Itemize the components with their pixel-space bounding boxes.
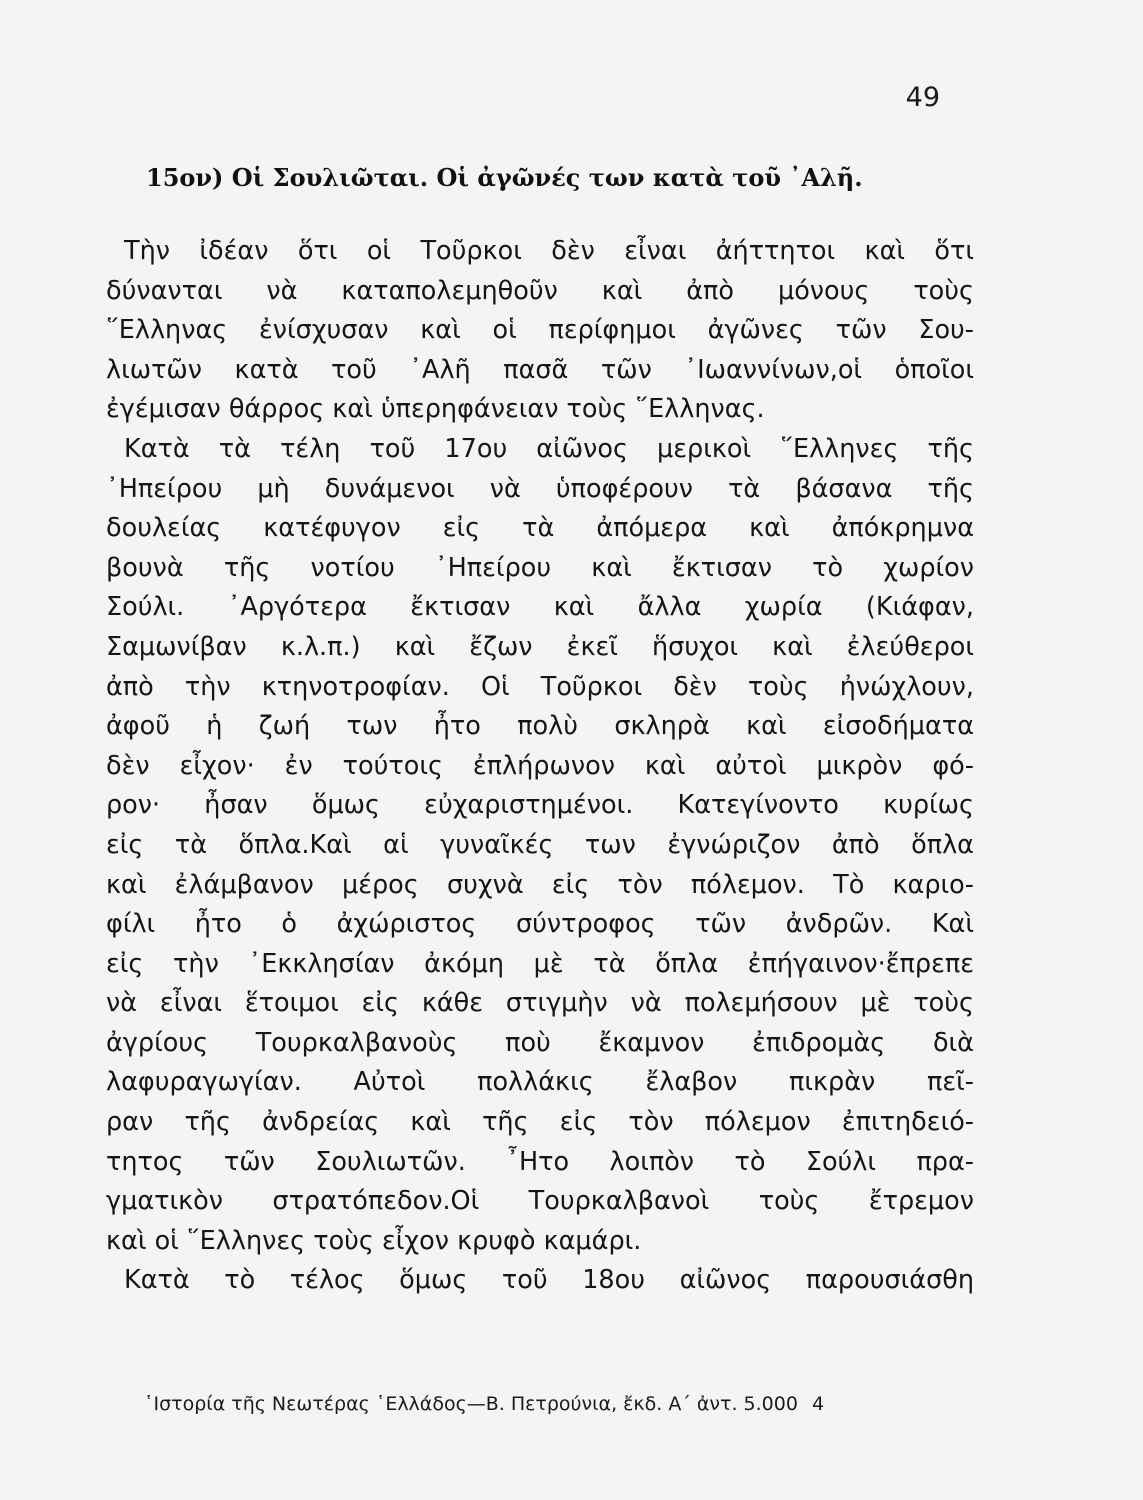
text-line: δὲν εἶχον· ἐν τούτοις ἐπλήρωνον καὶ αὐτοὶ μικρὸν φό-: [106, 750, 974, 781]
text-line: λιωτῶν κατὰ τοῦ ᾿Αλῆ πασᾶ τῶν ᾿Ιωαννίνων,οἱ ὁποῖοι: [106, 354, 974, 385]
text-line: ἀπὸ τὴν κτηνοτροφίαν. Οἱ Τοῦρκοι δὲν τοὺς ἠνώχλουν,: [106, 671, 974, 702]
text-line: ἀγρίους Τουρκαλβανοὺς ποὺ ἔκαμνον ἐπιδρομὰς διὰ: [106, 1027, 974, 1058]
text-line: εἰς τὰ ὅπλα.Καὶ αἱ γυναῖκές των ἐγνώριζον ἀπὸ ὅπλα: [106, 829, 974, 860]
text-line: καὶ οἱ ῞Ελληνες τοὺς εἶχον κρυφὸ καμάρι.: [106, 1225, 642, 1256]
text-line: καὶ ἐλάμβανον μέρος συχνὰ εἰς τὸν πόλεμον. Τὸ καριο-: [106, 869, 974, 900]
text-line: τητος τῶν Σουλιωτῶν. ῏Ητο λοιπὸν τὸ Σούλι πρα-: [106, 1146, 974, 1177]
text-line: νὰ εἶναι ἕτοιμοι εἰς κάθε στιγμὴν νὰ πολεμήσουν μὲ τοὺς: [106, 988, 974, 1019]
text-line: λαφυραγωγίαν. Αὐτοὶ πολλάκις ἔλαβον πικρὰν πεῖ-: [106, 1067, 974, 1098]
text-line: ἐγέμισαν θάρρος καὶ ὑπερηφάνειαν τοὺς ῞Ελληνας.: [106, 394, 765, 425]
text-line: Σαμωνίβαν κ.λ.π.) καὶ ἔζων ἐκεῖ ἥσυχοι καὶ ἐλεύθεροι: [106, 631, 974, 662]
text-line: Κατὰ τὸ τέλος ὅμως τοῦ 18ου αἰῶνος παρουσιάσθη: [124, 1265, 974, 1296]
text-line: γματικὸν στρατόπεδον.Οἱ Τουρκαλβανοὶ τοὺς ἔτρεμον: [106, 1186, 974, 1217]
signature-mark: 4: [811, 1393, 825, 1415]
footnote-text: ῾Ιστορία τῆς Νεωτέρας ῾Ελλάδος—Β. Πετρούνια, ἔκδ. Α΄ ἀντ. 5.000: [144, 1393, 798, 1415]
text-line: φίλι ἦτο ὁ ἀχώριστος σύντροφος τῶν ἀνδρῶν. Καὶ: [106, 909, 974, 940]
text-line: δύνανται νὰ καταπολεμηθοῦν καὶ ἀπὸ μόνους τοὺς: [106, 275, 974, 306]
text-line: εἰς τὴν ᾿Εκκλησίαν ἀκόμη μὲ τὰ ὅπλα ἐπήγαινον·ἔπρεπε: [106, 948, 974, 979]
page-number: 49: [905, 82, 940, 113]
text-line: ἀφοῦ ἡ ζωή των ἦτο πολὺ σκληρὰ καὶ εἰσοδήματα: [106, 711, 974, 742]
text-line: Σούλι. ᾿Αργότερα ἔκτισαν καὶ ἄλλα χωρία (Κιάφαν,: [106, 592, 974, 623]
text-line: ῞Ελληνας ἐνίσχυσαν καὶ οἱ περίφημοι ἀγῶνες τῶν Σου-: [106, 315, 974, 346]
chapter-title: 15ον) Οἱ Σουλιῶται. Οἱ ἀγῶνές των κατὰ τοῦ ᾿Αλῆ.: [146, 163, 863, 192]
text-line: δουλείας κατέφυγον εἰς τὰ ἀπόμερα καὶ ἀπόκρημνα: [106, 513, 974, 544]
text-line: Τὴν ἰδέαν ὅτι οἱ Τοῦρκοι δὲν εἶναι ἀήττητοι καὶ ὅτι: [124, 236, 974, 266]
text-line: Κατὰ τὰ τέλη τοῦ 17ου αἰῶνος μερικοὶ ῞Ελληνες τῆς: [124, 433, 974, 464]
body-text: [106, 232, 974, 1301]
text-line: βουνὰ τῆς νοτίου ᾿Ηπείρου καὶ ἔκτισαν τὸ χωρίον: [106, 552, 974, 583]
text-line: ᾿Ηπείρου μὴ δυνάμενοι νὰ ὑποφέρουν τὰ βάσανα τῆς: [106, 473, 974, 504]
text-line: ραν τῆς ἀνδρείας καὶ τῆς εἰς τὸν πόλεμον ἐπιτηδειό-: [106, 1107, 974, 1138]
text-line: ρον· ἦσαν ὅμως εὐχαριστημένοι. Κατεγίνοντο κυρίως: [106, 790, 974, 821]
footnote: [144, 1390, 974, 1418]
